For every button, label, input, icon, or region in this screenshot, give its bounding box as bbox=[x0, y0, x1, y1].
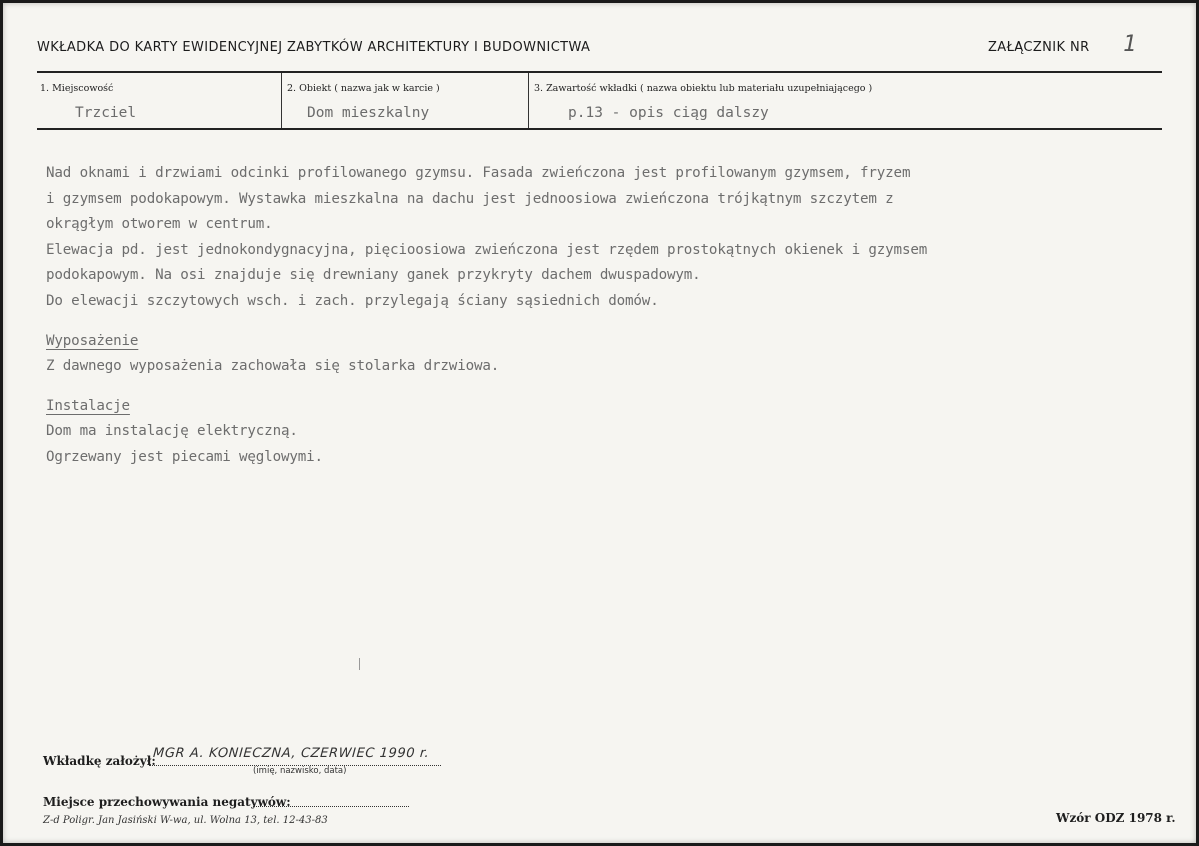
field-value-object: Dom mieszkalny bbox=[307, 105, 430, 121]
negatives-dotted-line bbox=[253, 806, 409, 807]
typed-description bbox=[46, 161, 1146, 471]
field-divider bbox=[528, 73, 529, 129]
installation-line: Dom ma instalację elektryczną. bbox=[46, 423, 298, 440]
equipment-line: Z dawnego wyposażenia zachowała się stolarka drzwiowa. bbox=[46, 358, 500, 375]
installation-heading: Instalacje bbox=[46, 397, 130, 414]
field-value-locality: Trzciel bbox=[75, 105, 137, 121]
equipment-heading: Wyposażenie bbox=[46, 332, 139, 349]
installation-line: Ogrzewany jest piecami węglowymi. bbox=[46, 448, 323, 465]
description-line: Do elewacji szczytowych wsch. i zach. przylegają ściany sąsiednich domów. bbox=[46, 292, 659, 309]
field-value-content: p.13 - opis ciąg dalszy bbox=[568, 105, 769, 121]
annex-number: 1 bbox=[1123, 32, 1137, 57]
field-label-locality: 1. Miejscowość bbox=[40, 83, 114, 94]
founder-label: Wkładkę założył: bbox=[43, 754, 156, 768]
header-rule-bottom bbox=[37, 128, 1162, 130]
field-label-content: 3. Zawartość wkładki ( nazwa obiektu lub materiału uzupełniającego ) bbox=[534, 83, 873, 94]
header-rule-top bbox=[37, 71, 1162, 73]
annex-label: ZAŁĄCZNIK NR bbox=[988, 40, 1090, 55]
field-label-object: 2. Obiekt ( nazwa jak w karcie ) bbox=[287, 83, 440, 94]
description-line: podokapowym. Na osi znajduje się drewniany ganek przykryty dachem dwuspadowym. bbox=[46, 267, 701, 284]
paper-mark bbox=[359, 658, 360, 670]
inventory-card-insert bbox=[3, 3, 1196, 843]
description-line: Elewacja pd. jest jednokondygnacyjna, pięcioosiowa zwieńczona jest rzędem prostokątnych okienek i gzymsem bbox=[46, 241, 928, 258]
founder-caption: (imię, nazwisko, data) bbox=[253, 766, 347, 776]
form-title: WKŁADKA DO KARTY EWIDENCYJNEJ ZABYTKÓW ARCHITEKTURY I BUDOWNICTWA bbox=[37, 40, 591, 55]
form-template-id: Wzór ODZ 1978 r. bbox=[1056, 811, 1176, 825]
founder-handwritten-entry: MGR A. KONIECZNA, CZERWIEC 1990 r. bbox=[152, 746, 430, 761]
printer-imprint: Z-d Poligr. Jan Jasiński W-wa, ul. Wolna 13, tel. 12-43-83 bbox=[43, 815, 328, 826]
negatives-label: Miejsce przechowywania negatywów: bbox=[43, 795, 291, 809]
description-line: okrągłym otworem w centrum. bbox=[46, 216, 273, 233]
description-line: Nad oknami i drzwiami odcinki profilowanego gzymsu. Fasada zwieńczona jest profilowanym gzymsem, fryzem bbox=[46, 165, 911, 181]
field-divider bbox=[281, 73, 282, 129]
description-line: i gzymsem podokapowym. Wystawka mieszkalna na dachu jest jednoosiowa zwieńczona trójkątnym szczytem z bbox=[46, 190, 894, 207]
